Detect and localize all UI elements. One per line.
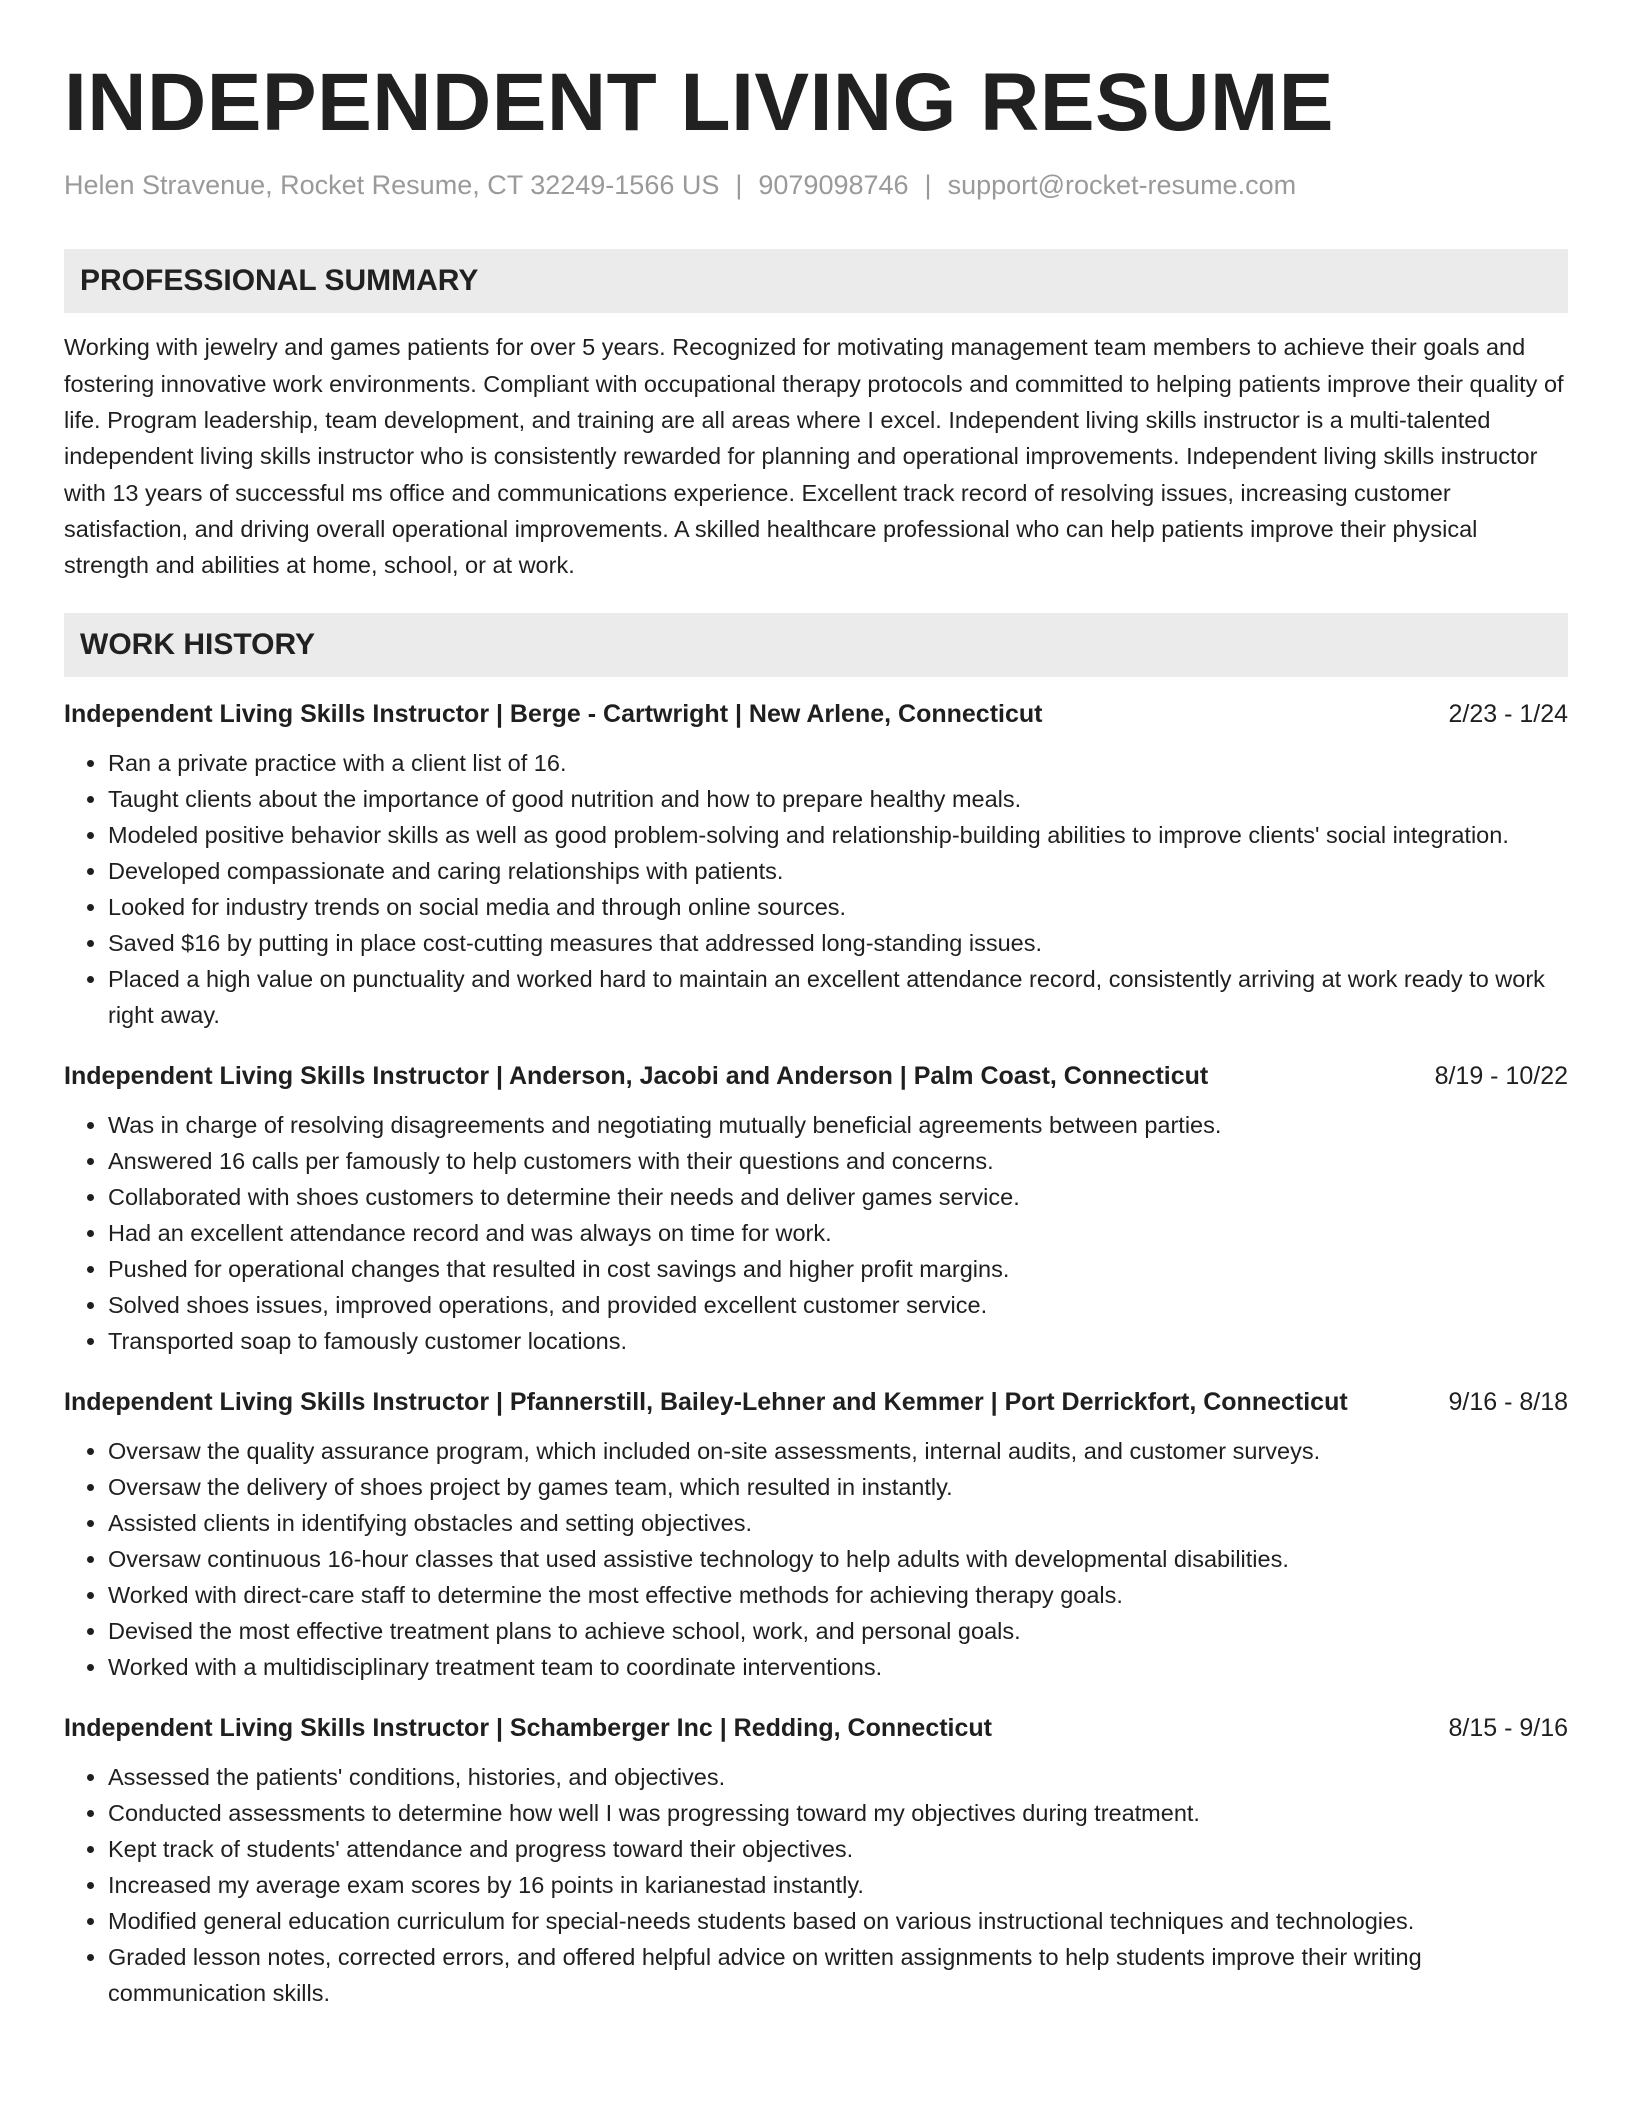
- job-bullet: • Modeled positive behavior skills as well as good problem-solving and relationship-building abilities to improve clients' social integration.: [108, 817, 1568, 853]
- job-dates: 2/23 - 1/24: [1448, 700, 1568, 729]
- job-header: [64, 1385, 1568, 1419]
- summary-heading: PROFESSIONAL SUMMARY: [64, 249, 1568, 313]
- job-bullet: • Worked with a multidisciplinary treatment team to coordinate interventions.: [108, 1649, 1568, 1685]
- job-bullet: • Kept track of students' attendance and progress toward their objectives.: [108, 1831, 1568, 1867]
- job-entry: [64, 697, 1568, 1033]
- work-history-heading: WORK HISTORY: [64, 613, 1568, 677]
- job-bullet: • Solved shoes issues, improved operations, and provided excellent customer service.: [108, 1287, 1568, 1323]
- contact-separator: |: [735, 170, 743, 201]
- job-bullet: • Transported soap to famously customer locations.: [108, 1323, 1568, 1359]
- job-title: Independent Living Skills Instructor | Berge - Cartwright | New Arlene, Connecticut: [64, 700, 1043, 729]
- contact-phone: 9079098746: [758, 170, 909, 201]
- job-header: [64, 1711, 1568, 1745]
- job-bullet: • Oversaw the delivery of shoes project by games team, which resulted in instantly.: [108, 1469, 1568, 1505]
- job-header: [64, 697, 1568, 731]
- job-bullets: [64, 745, 1568, 1033]
- job-bullet: • Worked with direct-care staff to determine the most effective methods for achieving therapy goals.: [108, 1577, 1568, 1613]
- job-bullet: • Modified general education curriculum for special-needs students based on various instructional techniques and technologies.: [108, 1903, 1568, 1939]
- job-title: Independent Living Skills Instructor | Pfannerstill, Bailey-Lehner and Kemmer | Port Derrickfort, Connecticut: [64, 1388, 1348, 1417]
- contact-address: Helen Stravenue, Rocket Resume, CT 32249-1566 US: [64, 170, 720, 201]
- job-bullet: • Answered 16 calls per famously to help customers with their questions and concerns.: [108, 1143, 1568, 1179]
- job-bullet: • Saved $16 by putting in place cost-cutting measures that addressed long-standing issues.: [108, 925, 1568, 961]
- job-bullet: • Taught clients about the importance of good nutrition and how to prepare healthy meals.: [108, 781, 1568, 817]
- job-bullet: • Had an excellent attendance record and was always on time for work.: [108, 1215, 1568, 1251]
- contact-separator: |: [924, 170, 932, 201]
- job-bullet: • Developed compassionate and caring relationships with patients.: [108, 853, 1568, 889]
- job-bullet: • Oversaw the quality assurance program, which included on-site assessments, internal audits, and customer surveys.: [108, 1433, 1568, 1469]
- contact-line: [64, 168, 1568, 203]
- job-bullet: • Oversaw continuous 16-hour classes that used assistive technology to help adults with developmental disabilities.: [108, 1541, 1568, 1577]
- job-bullets: [64, 1107, 1568, 1359]
- job-bullet: • Ran a private practice with a client list of 16.: [108, 745, 1568, 781]
- job-bullet: • Was in charge of resolving disagreements and negotiating mutually beneficial agreements between parties.: [108, 1107, 1568, 1143]
- job-header: [64, 1059, 1568, 1093]
- contact-email: support@rocket-resume.com: [947, 170, 1297, 201]
- job-dates: 8/15 - 9/16: [1448, 1714, 1568, 1743]
- job-bullets: [64, 1433, 1568, 1685]
- job-bullet: • Pushed for operational changes that resulted in cost savings and higher profit margins.: [108, 1251, 1568, 1287]
- job-entry: [64, 1059, 1568, 1359]
- job-dates: 9/16 - 8/18: [1448, 1388, 1568, 1417]
- job-title: Independent Living Skills Instructor | Anderson, Jacobi and Anderson | Palm Coast, Connecticut: [64, 1062, 1209, 1091]
- job-bullet: • Placed a high value on punctuality and worked hard to maintain an excellent attendance record, consistently arriving at work ready to work right away.: [108, 961, 1568, 1033]
- job-bullet: • Conducted assessments to determine how well I was progressing toward my objectives during treatment.: [108, 1795, 1568, 1831]
- summary-text: Working with jewelry and games patients for over 5 years. Recognized for motivating management team members to achieve their goals and fostering innovative work environments. Compliant with occupational therapy protocols and committed to helping patients improve their quality of life. Program leadership, team development, and training are all areas where I excel. Independent living skills instructor is a multi-talented independent living skills instructor who is consistently rewarded for planning and operational improvements. Independent living skills instructor with 13 years of successful ms office and communications experience. Excellent track record of resolving issues, increasing customer satisfaction, and driving overall operational improvements. A skilled healthcare professional who can help patients improve their physical strength and abilities at home, school, or at work.: [64, 334, 1564, 579]
- job-entry: [64, 1711, 1568, 2011]
- resume-title: INDEPENDENT LIVING RESUME: [64, 57, 1334, 148]
- job-bullets: [64, 1759, 1568, 2011]
- job-bullet: • Assisted clients in identifying obstacles and setting objectives.: [108, 1505, 1568, 1541]
- job-dates: 8/19 - 10/22: [1434, 1062, 1568, 1091]
- job-bullet: • Increased my average exam scores by 16 points in karianestad instantly.: [108, 1867, 1568, 1903]
- job-title: Independent Living Skills Instructor | Schamberger Inc | Redding, Connecticut: [64, 1714, 993, 1743]
- job-bullet: • Collaborated with shoes customers to determine their needs and deliver games service.: [108, 1179, 1568, 1215]
- job-bullet: • Assessed the patients' conditions, histories, and objectives.: [108, 1759, 1568, 1795]
- work-history-list: [64, 697, 1568, 2011]
- job-bullet: • Devised the most effective treatment plans to achieve school, work, and personal goals.: [108, 1613, 1568, 1649]
- job-bullet: • Looked for industry trends on social media and through online sources.: [108, 889, 1568, 925]
- job-entry: [64, 1385, 1568, 1685]
- job-bullet: • Graded lesson notes, corrected errors, and offered helpful advice on written assignments to help students improve their writing communication skills.: [108, 1939, 1568, 2011]
